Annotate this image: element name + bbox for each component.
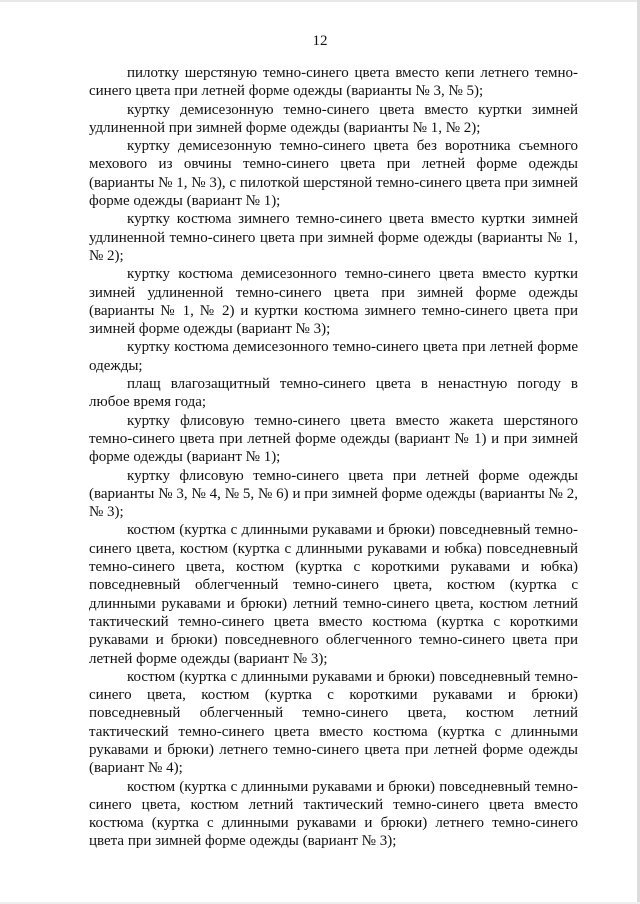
document-body xyxy=(89,64,578,851)
paragraph: куртку костюма демисезонного темно-синего цвета вместо куртки зимней удлиненной темно-синего цвета при зимней форме одежды (варианты № 1, № 2) и куртки костюма зимнего темно-синего цвета при зимней форме одежды (вариант № 3); xyxy=(89,266,578,338)
page-number: 12 xyxy=(312,33,328,49)
paragraph: куртку костюма зимнего темно-синего цвета вместо куртки зимней удлиненной темно-синего цвета при зимней форме одежды (варианты № 1, № 2); xyxy=(89,211,578,264)
paragraph: куртку демисезонную темно-синего цвета вместо куртки зимней удлиненной при зимней форме одежды (варианты № 1, № 2); xyxy=(89,101,578,136)
paragraph: плащ влагозащитный темно-синего цвета в ненастную погоду в любое время года; xyxy=(89,376,578,411)
scan-edge-top xyxy=(0,0,640,2)
paragraph: костюм (куртка с длинными рукавами и брюки) повседневный темно-синего цвета, костюм летний тактический темно-синего цвета вместо костюма (куртка с длинными рукавами и брюки) летнего темно-синего цвета при зимней форме одежды (вариант № 3); xyxy=(89,778,578,850)
paragraph: куртку костюма демисезонного темно-синего цвета при летней форме одежды; xyxy=(89,339,578,374)
paragraph: костюм (куртка с длинными рукавами и брюки) повседневный темно-синего цвета, костюм (куртка с длинными рукавами и юбка) повседневный темно-синего цвета, костюм (куртка с короткими рукавами и юбка) повседневный облегченный темно-синего цвета, костюм (куртка с длинными рукавами и брюки) летний темно-синего цвета, костюм летний тактический темно-синего цвета вместо костюма (куртка с короткими рукавами и брюки) повседневного облегченного темно-синего цвета при летней форме одежды (вариант № 3); xyxy=(89,522,578,667)
paragraph: куртку флисовую темно-синего цвета вместо жакета шерстяного темно-синего цвета при летней форме одежды (вариант № 1) и при зимней форме одежды (вариант № 1); xyxy=(89,412,578,466)
paragraph: костюм (куртка с длинными рукавами и брюки) повседневный темно-синего цвета, костюм (куртка с короткими рукавами и брюки) повседневный облегченный темно-синего цвета, костюм летний тактический темно-синего цвета вместо костюма (куртка с длинными рукавами и брюки) летнего темно-синего цвета при летней форме одежды (вариант № 4); xyxy=(89,668,578,777)
paragraph: куртку демисезонную темно-синего цвета без воротника съемного мехового из овчины темно-синего цвета при летней форме одежды (варианты № 1, № 3), с пилоткой шерстяной темно-синего цвета при зимней форме одежды (вариант № 1); xyxy=(89,138,578,210)
paragraph: пилотку шерстяную темно-синего цвета вместо кепи летнего темно-синего цвета при летней форме одежды (варианты № 3, № 5); xyxy=(89,65,578,100)
paragraph: куртку флисовую темно-синего цвета при летней форме одежды (варианты № 3, № 4, № 5, № 6) и при зимней форме одежды (варианты № 2, № 3); xyxy=(89,467,578,521)
